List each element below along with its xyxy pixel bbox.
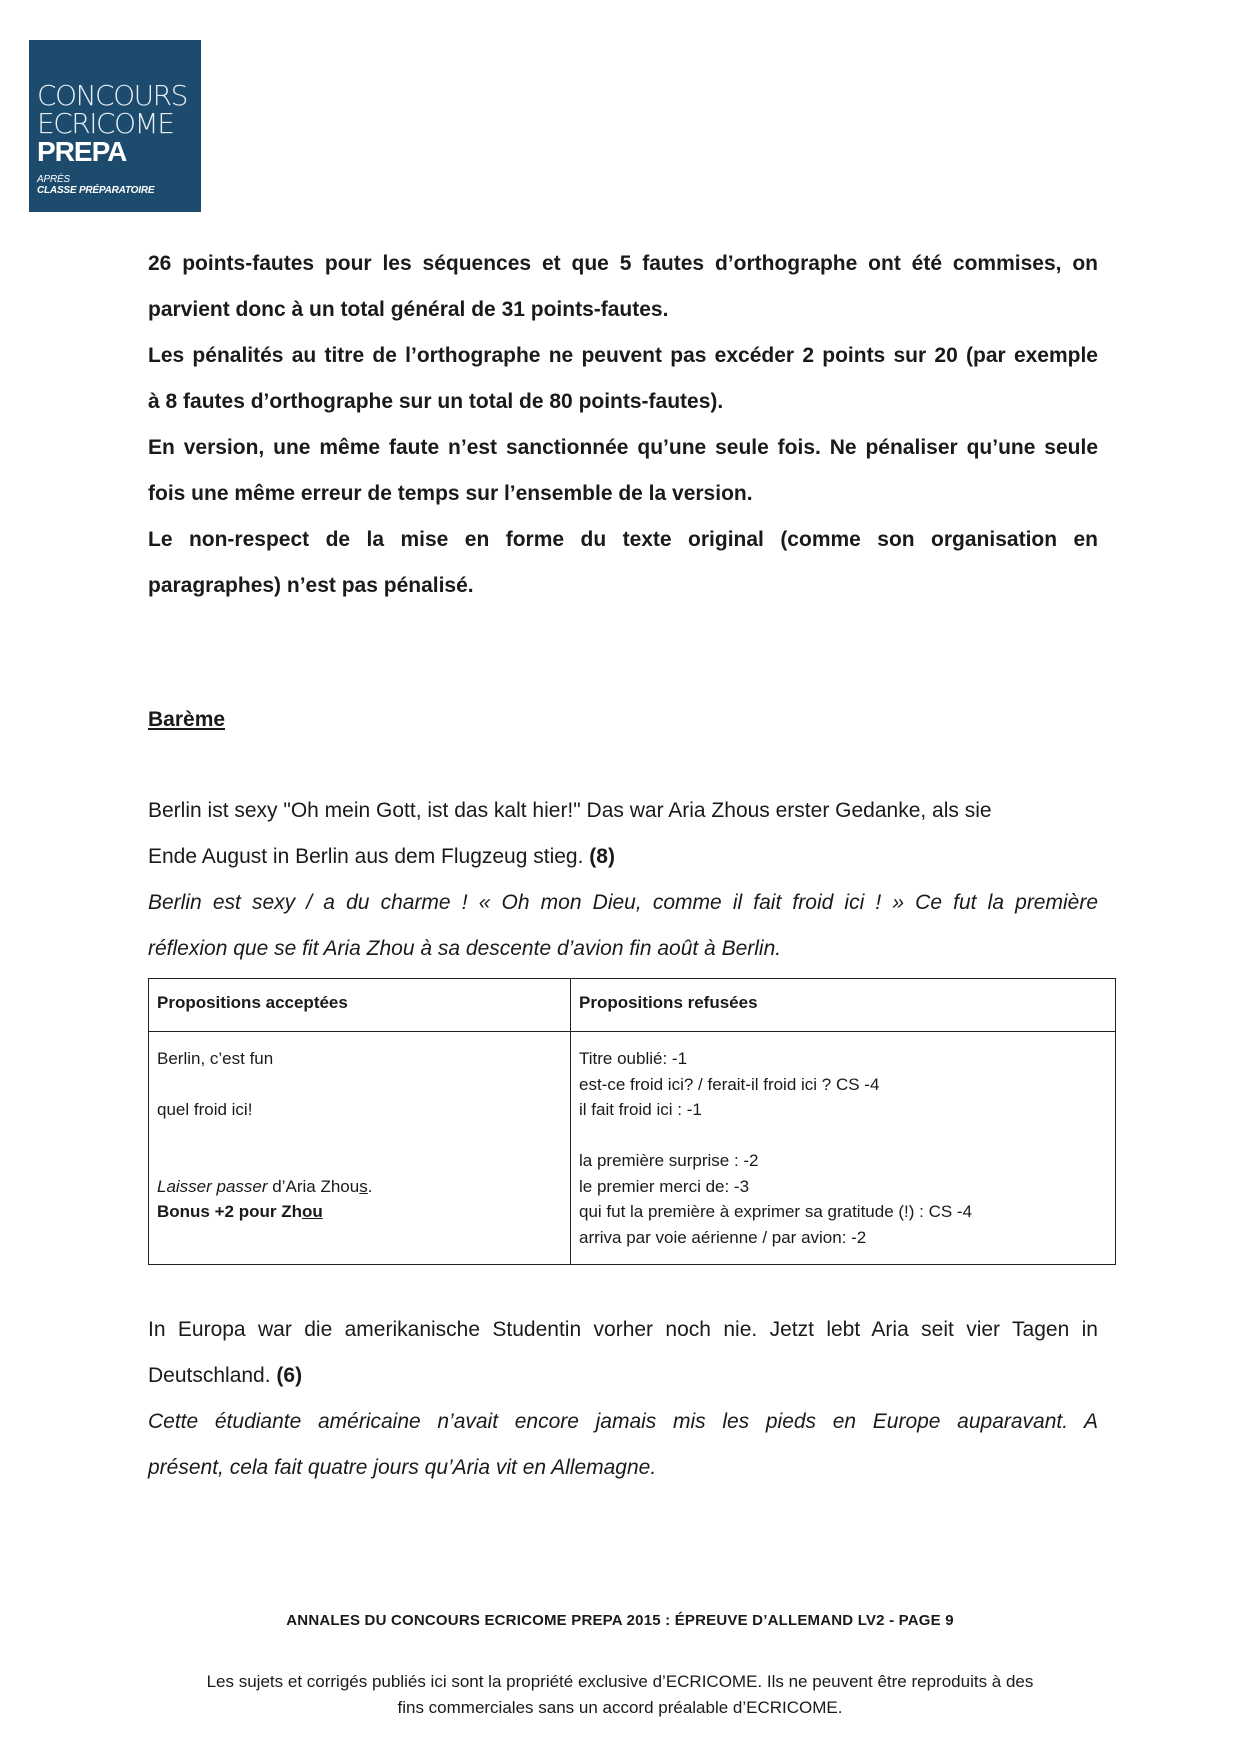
rule-line: à 8 fautes d’orthographe sur un total de 80 points-fautes). bbox=[148, 390, 724, 413]
refused-item: arriva par voie aérienne / par avion: -2 bbox=[579, 1227, 867, 1247]
accepted-item: quel froid ici! bbox=[157, 1100, 253, 1119]
german-source-line: Deutschland. (6) bbox=[148, 1364, 303, 1387]
logo-line-prepa: PREPA bbox=[37, 136, 127, 167]
ecricome-logo bbox=[29, 40, 201, 212]
german-source-line: Ende August in Berlin aus dem Flugzeug stieg. (8) bbox=[148, 845, 615, 868]
french-translation-line: Cette étudiante américaine n’avait encore jamais mis les pieds en Europe auparavant. A bbox=[148, 1410, 1098, 1433]
accepted-cell bbox=[149, 1032, 571, 1265]
french-translation-line: Berlin est sexy / a du charme ! « Oh mon Dieu, comme il fait froid ici ! » Ce fut la première bbox=[148, 891, 1098, 914]
header-refused: Propositions refusées bbox=[571, 979, 1116, 1032]
logo-line-ecricome: ECRICOME bbox=[37, 107, 174, 140]
header-accepted: Propositions acceptées bbox=[149, 979, 571, 1032]
accepted-item: Berlin, c’est fun bbox=[157, 1049, 274, 1068]
refused-item: qui fut la première à exprimer sa gratitude (!) : CS -4 bbox=[579, 1202, 973, 1221]
running-footer: ANNALES DU CONCOURS ECRICOME PREPA 2015 : ÉPREUVE D’ALLEMAND LV2 - PAGE 9 bbox=[286, 1612, 954, 1629]
refused-item: il fait froid ici : -1 bbox=[579, 1100, 702, 1119]
logo-line-concours: CONCOURS bbox=[37, 79, 187, 112]
bareme-heading: Barème bbox=[148, 708, 226, 731]
rule-line: parvient donc à un total général de 31 points-fautes. bbox=[148, 298, 669, 321]
grading-rules-text bbox=[148, 241, 1098, 609]
rule-line: En version, une même faute n’est sanctionnée qu’une seule fois. Ne pénaliser qu’une seule bbox=[148, 436, 1098, 459]
german-source-line: Berlin ist sexy "Oh mein Gott, ist das kalt hier!" Das war Aria Zhous erster Gedanke, als sie bbox=[148, 799, 992, 822]
refused-item: est-ce froid ici? / ferait-il froid ici ? CS -4 bbox=[579, 1074, 880, 1094]
table-header-row bbox=[149, 979, 1116, 1032]
points-value: (8) bbox=[589, 845, 615, 868]
french-translation-line: réflexion que se fit Aria Zhou à sa descente d’avion fin août à Berlin. bbox=[148, 937, 782, 960]
copyright-notice: Les sujets et corrigés publiés ici sont la propriété exclusive d’ECRICOME. Ils ne peuvent être reproduits à des fins commerciales sans un accord préalable d’ECRICOME. bbox=[206, 1672, 1034, 1717]
french-translation-line: présent, cela fait quatre jours qu’Aria vit en Allemagne. bbox=[148, 1456, 657, 1479]
german-source-line: In Europa war die amerikanische Studentin vorher noch nie. Jetzt lebt Aria seit vier Tagen in bbox=[148, 1318, 1098, 1341]
rule-line: Les pénalités au titre de l’orthographe ne peuvent pas excéder 2 points sur 20 (par exemple bbox=[148, 344, 1098, 367]
logo-line-apres: APRÈS bbox=[37, 174, 70, 185]
bonus-line: Bonus +2 pour Zhou bbox=[157, 1202, 323, 1221]
accepted-item: Laisser passer d’Aria Zhous. bbox=[157, 1176, 373, 1196]
section-1 bbox=[148, 788, 1098, 972]
propositions-table bbox=[148, 978, 1116, 1265]
refused-item: la première surprise : -2 bbox=[579, 1151, 759, 1170]
section-2 bbox=[148, 1307, 1098, 1491]
refused-item: Titre oublié: -1 bbox=[579, 1049, 688, 1068]
rule-line: Le non-respect de la mise en forme du texte original (comme son organisation en bbox=[148, 528, 1098, 551]
table-row bbox=[149, 1032, 1116, 1265]
logo-line-classe-preparatoire: CLASSE PRÉPARATOIRE bbox=[37, 185, 155, 196]
rule-line: paragraphes) n’est pas pénalisé. bbox=[148, 574, 474, 597]
refused-item: le premier merci de: -3 bbox=[579, 1176, 750, 1196]
points-value: (6) bbox=[276, 1364, 303, 1387]
refused-cell bbox=[571, 1032, 1116, 1265]
rule-line: 26 points-fautes pour les séquences et que 5 fautes d’orthographe ont été commises, on bbox=[148, 252, 1098, 275]
rule-line: fois une même erreur de temps sur l’ensemble de la version. bbox=[148, 482, 753, 505]
